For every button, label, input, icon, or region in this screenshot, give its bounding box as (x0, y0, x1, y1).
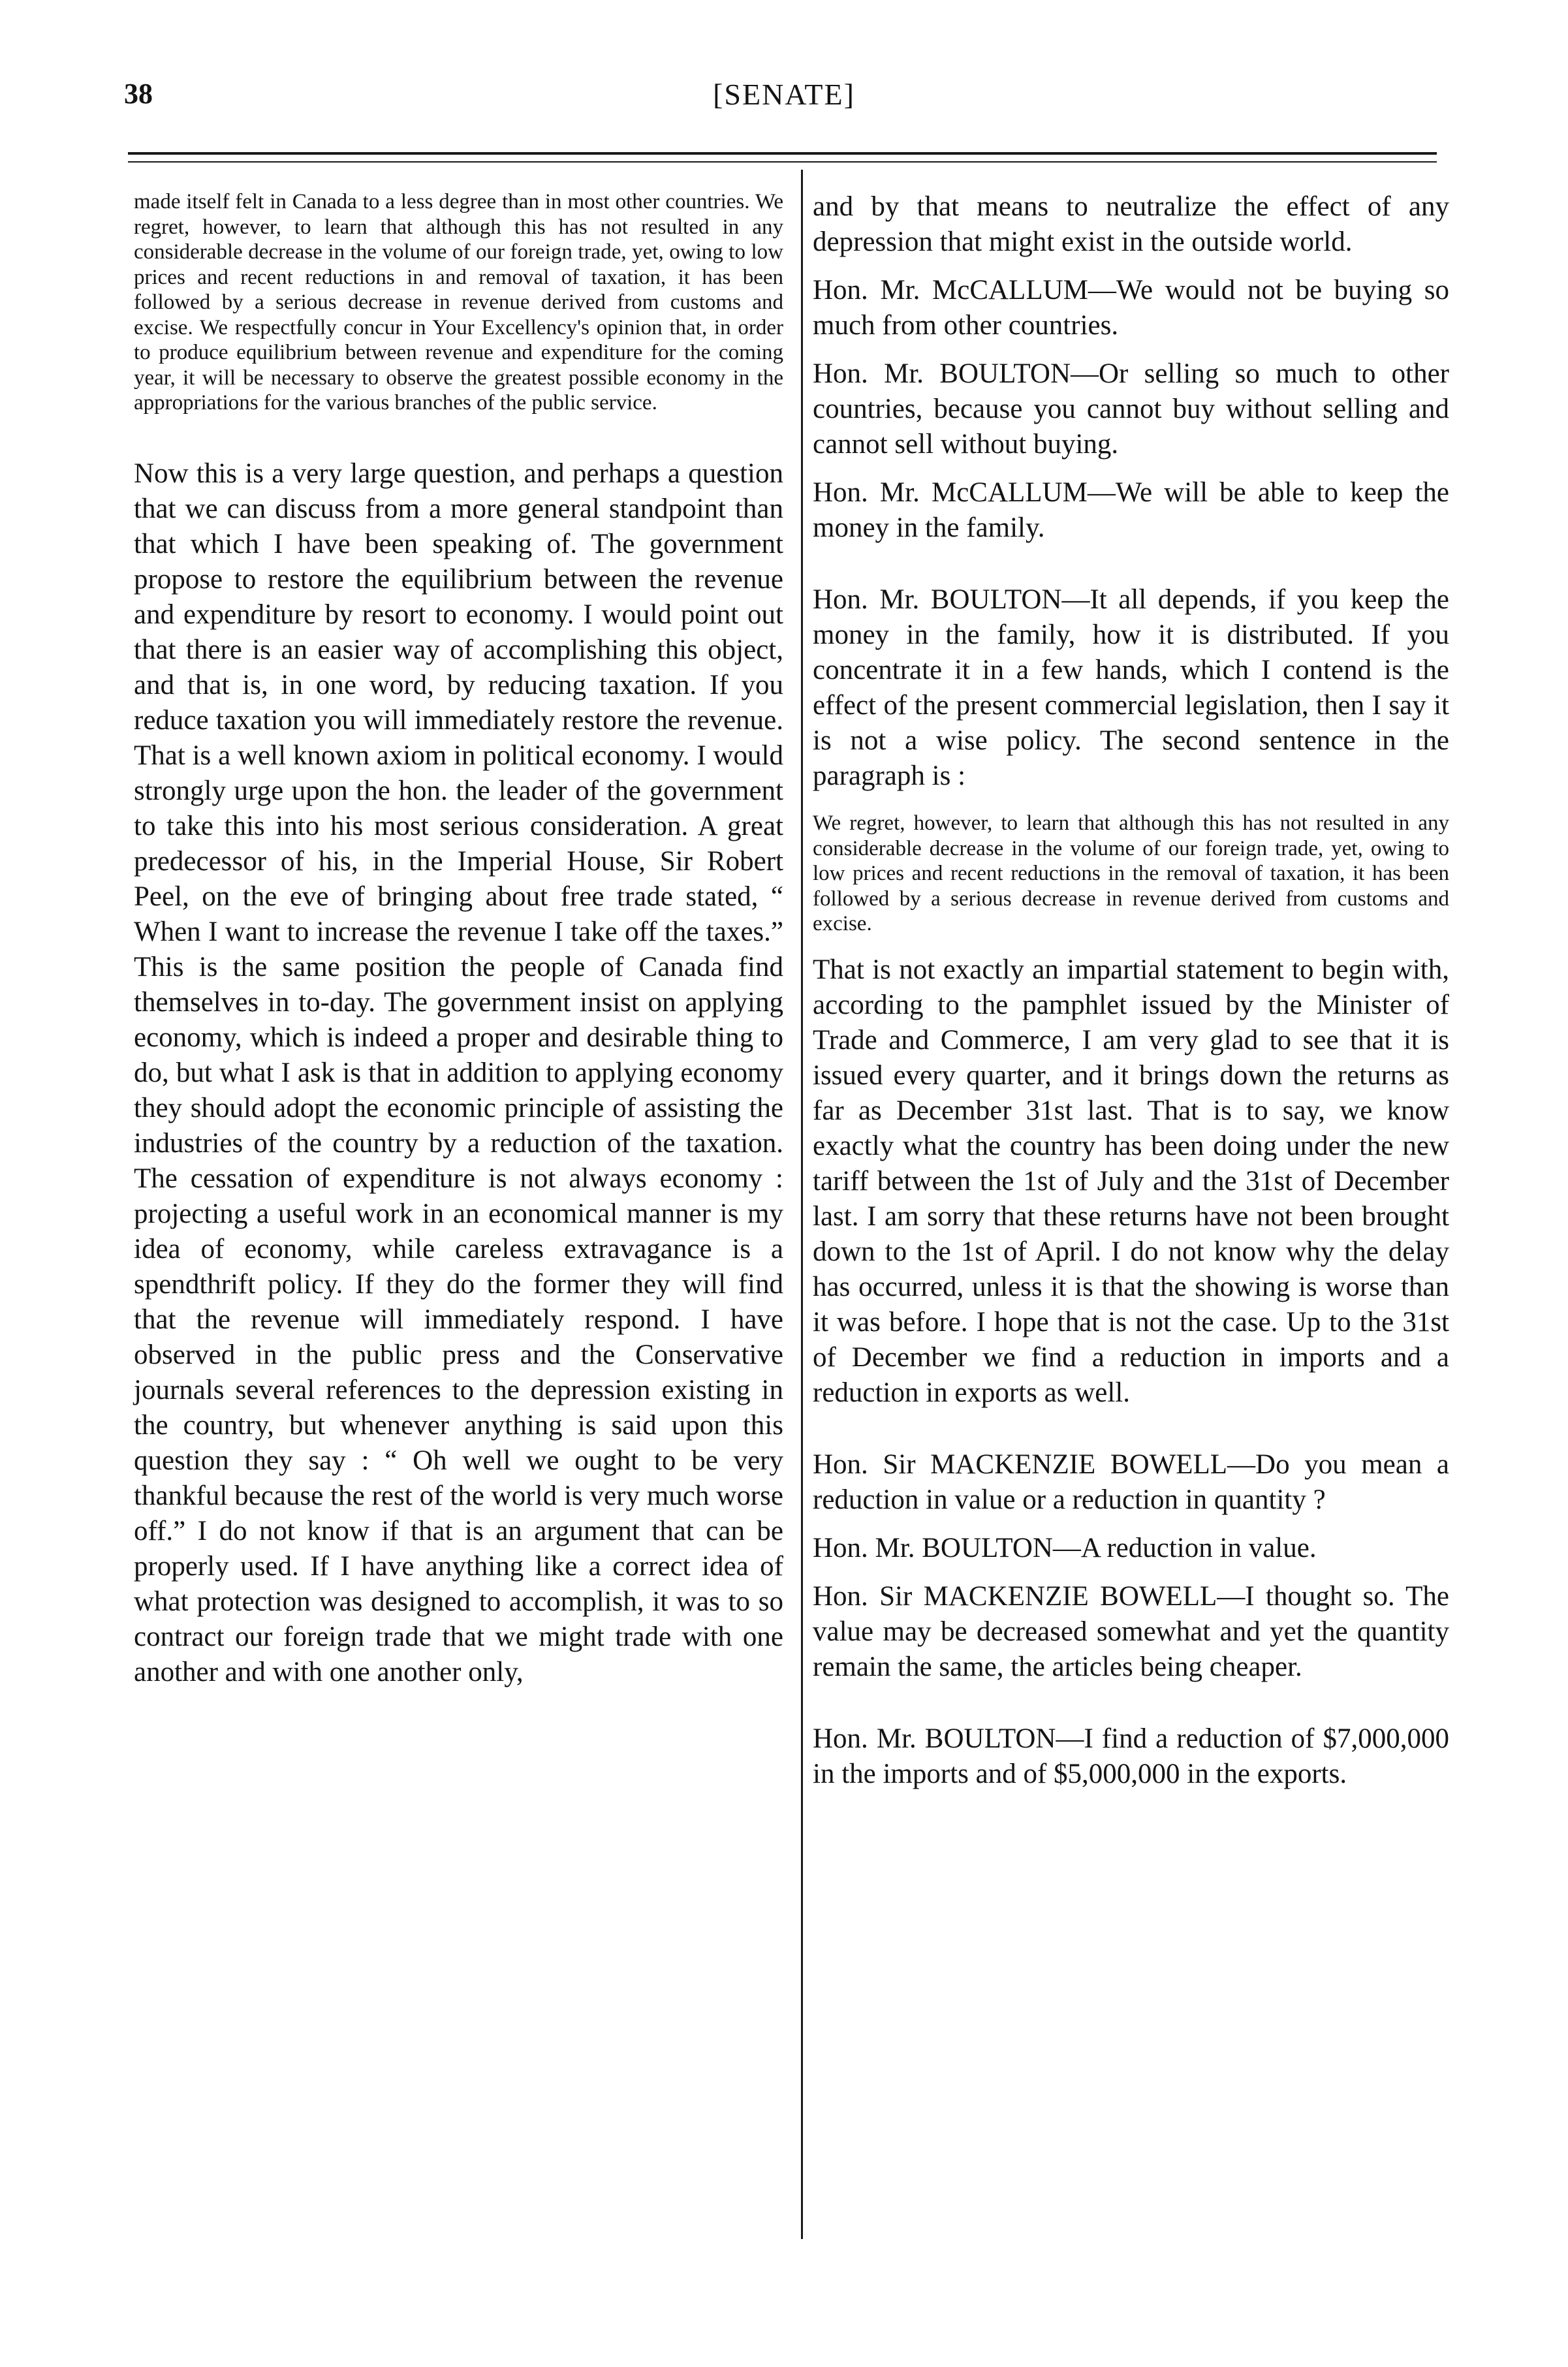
reply-boulton-2: Hon. Mr. BOULTON—It all depends, if you keep the money in the family, how it is distributed. If you concentrate it in a few hands, which I contend is the effect of the present commercial legislation, then I say it is not a wise policy. The second sentence in the paragraph is : (813, 584, 1449, 791)
reply-boulton: Hon. Mr. BOULTON—Or selling so much to other countries, because you cannot buy without selling and cannot sell without buying. (813, 358, 1449, 460)
running-head-title: [SENATE] (713, 78, 855, 111)
interjection-mccallum-2: Hon. Mr. McCALLUM—We will be able to keep the money in the family. (813, 477, 1449, 543)
question-bowell: Hon. Sir MACKENZIE BOWELL—Do you mean a reduction in value or a reduction in quantity ? (813, 1449, 1449, 1515)
reply-boulton-3: Hon. Mr. BOULTON—A reduction in value. (813, 1532, 1317, 1563)
column-divider (801, 170, 803, 2239)
reply-boulton-4: Hon. Mr. BOULTON—I find a reduction of $7,000,000 in the imports and of $5,000,000 in the exports. (813, 1723, 1449, 1789)
speech-paragraph: Now this is a very large question, and perhaps a question that we can discuss from a more general standpoint than that which I have been speaking of. The government propose to restore the equilibrium between the revenue and expenditure by resort to economy. I would point out that there is an easier way of accomplishing this object, and that is, in one word, by reducing taxation. If you reduce taxation you will immediately restore the revenue. That is a well known axiom in political economy. I would strongly urge upon the hon. the leader of the government to take this into his most serious consideration. A great predecessor of his, in the Imperial House, Sir Robert Peel, on the eve of bringing about free trade stated, “ When I want to increase the revenue I take off the taxes.” This is the same position the people of Canada find themselves in to-day. The government insist on applying economy, which is indeed a proper and desirable thing to do, but what I ask is that in addition to applying economy they should adopt the economic principle of assisting the industries of the country by a reduction of the taxation. The cessation of expenditure is not always economy : projecting a useful work in an economical manner is my idea of economy, while careless extravagance is a spendthrift policy. If they do the former they will find that the revenue will immediately respond. I have observed in the public press and the Conservative journals several references to the depression existing in the country, but whenever anything is said upon this question they say : “ Oh well we ought to be very thankful because the rest of the world is very much worse off.” I do not know if that is an argument that can be properly used. If I have anything like a correct idea of what protection was designed to accomplish, it was to so contract our foreign trade that we might trade with one another and with one another only, (134, 458, 783, 1687)
page-number: 38 (124, 78, 153, 110)
speech-paragraph-boulton: That is not exactly an impartial statement to begin with, according to the pamphlet issued by the Minister of Trade and Commerce, I am very glad to see that it is issued every quarter, and it brings down the returns as far as December 31st last. That is to say, we know exactly what the country has been doing under the new tariff between the 1st of July and the 31st of December last. I am sorry that these returns have not been brought down to the 1st of April. I do not know why the delay has occurred, unless it is that the showing is worse than it was before. I hope that is not the case. Up to the 31st of December we find a reduction in imports and a reduction in exports as well. (813, 954, 1449, 1408)
header-rule-thin (128, 161, 1437, 163)
header-rule-thick (128, 152, 1437, 155)
left-column (134, 189, 783, 1690)
interjection-mccallum: Hon. Mr. McCALLUM—We would not be buying so much from other countries. (813, 275, 1449, 341)
remark-bowell: Hon. Sir MACKENZIE BOWELL—I thought so. The value may be decreased somewhat and yet the quantity remain the same, the articles being cheaper. (813, 1580, 1449, 1682)
address-quote-excerpt: made itself felt in Canada to a less degree than in most other countries. We regret, however, to learn that although this has not resulted in any considerable decrease in the volume of our foreign trade, yet, owing to low prices and recent reductions in and removal of taxation, it has been followed by a serious decrease in revenue derived from customs and excise. We respectfully concur in Your Excellency's opinion that, in order to produce equilibrium between revenue and expenditure for the coming year, it will be necessary to observe the greatest possible economy in the appropriations for the various branches of the public service. (134, 190, 783, 415)
right-column (813, 189, 1449, 1828)
speech-continuation: and by that means to neutralize the effect of any depression that might exist in the outside world. (813, 191, 1449, 257)
address-quote-sentence: We regret, however, to learn that although this has not resulted in any considerable decrease in the volume of our foreign trade, yet, owing to low prices and recent reductions in the removal of taxation, it has been followed by a serious decrease in revenue derived from customs and excise. (813, 811, 1449, 935)
